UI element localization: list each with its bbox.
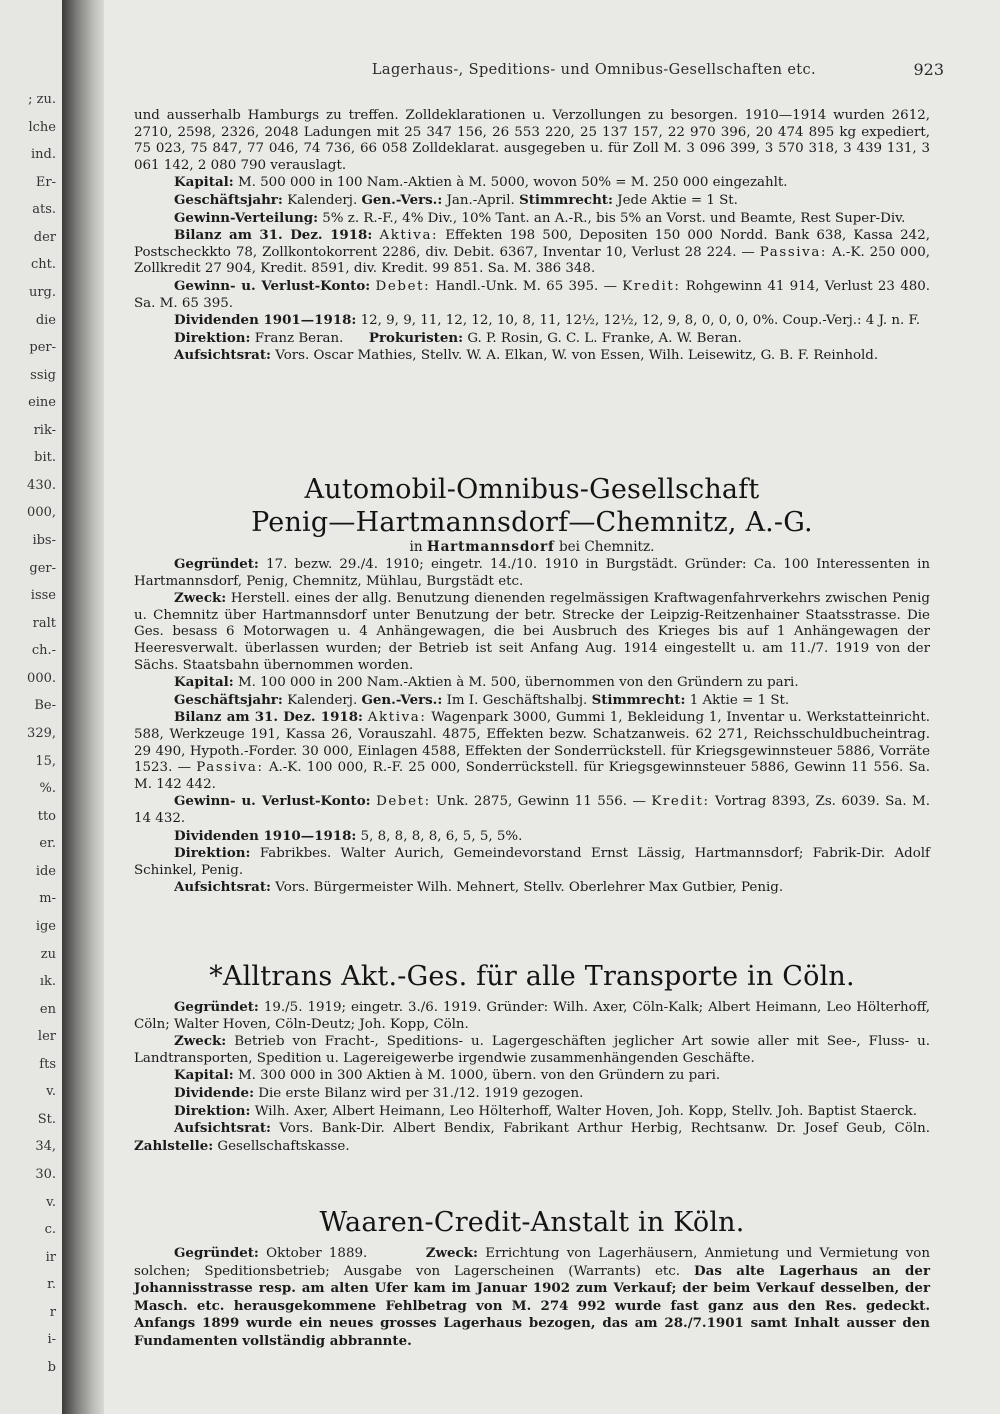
margin-fragment: ralt (32, 616, 56, 631)
entry-automobil-omnibus (134, 473, 930, 897)
intro-paragraph: und ausserhalb Hamburgs zu treffen. Zolldeklarationen u. Verzollungen zu besorgen. 1910—1914 wurden 2612, 2710, 2598, 2326, 2048 Ladungen mit 25 347 156, 26 553 220, 25 137 157, 22 970 396, 20 474 895 kg expediert, 75 023, 75 847, 77 046, 74 736, 66 058 Zolldeklarat. ausgegeben u. für Zoll M. 3 096 399, 3 570 318, 3 439 131, 3 061 142, 2 080 790 verauslagt. (134, 108, 930, 173)
margin-fragment: 30. (35, 1167, 56, 1182)
margin-fragment: ger- (29, 561, 56, 576)
margin-fragment: ibs- (32, 533, 56, 548)
supervisory-board: Aufsichtsrat: Vors. Bürgermeister Wilh. Mehnert, Stellv. Oberlehrer Max Gutbier, Penig. (174, 879, 784, 896)
entry-alltrans (134, 960, 930, 1155)
margin-fragment: ir (45, 1250, 56, 1265)
history-paragraph: Das alte Lagerhaus an der Johannisstrasse resp. am alten Ufer kam im Januar 1902 zum Verkauf; der beim Verkauf desselben, der Masch. etc. herausgekommene Fehlbetrag von M. 274 992 wurde fast ganz aus den Res. gedeckt. Anfangs 1899 wurde ein neues grosses Lagerhaus bezogen, das am 28./7.1901 samt Inhalt ausser den Fundamenten vollständig abbrannte. (134, 1262, 930, 1349)
purpose-line: Zweck: Herstell. eines der allg. Benutzung dienenden regelmässigen Kraftwagenfahrverkehrs zwischen Penig u. Chemnitz über Hartmannsdorf unter Benutzung der betr. Strecke der Leipzig-Reitzenhainer Staatsstrasse. Die Ges. besass 6 Motorwagen u. 4 Anhängewagen, die bei Ausbruch des Krieges bis auf 1 Anhängewagen der Heeresverwalt. überlassen wurden; der Betrieb ist seit Anfang Aug. 1914 eingestellt u. am 11./7. 1919 von der Sächs. Staatsbahn übernommen worden. (134, 590, 930, 673)
margin-fragment: urg. (28, 285, 56, 300)
margin-fragment: 000, (27, 505, 56, 520)
margin-fragment: eine (28, 395, 56, 410)
margin-fragment: cht. (30, 257, 56, 272)
margin-fragment: b (47, 1360, 56, 1375)
capital-line: Kapital: M. 100 000 in 200 Nam.-Aktien à M. 500, übernommen von den Gründern zu pari. (174, 674, 799, 691)
margin-fragment: c. (44, 1222, 56, 1237)
founded-line: Gegründet: 17. bezw. 29./4. 1910; eingetr. 14./10. 1910 in Burgstädt. Gründer: Ca. 100 Interessenten in Hartmannsdorf, Penig, Chemnitz, Mühlau, Burgstädt etc. (134, 556, 930, 589)
management-line: Direktion: Fabrikbes. Walter Aurich, Gemeindevorstand Ernst Lässig, Hartmannsdorf; Fabrik-Dir. Adolf Schinkel, Penig. (134, 845, 930, 878)
profit-loss-account: Gewinn- u. Verlust-Konto: Debet: Unk. 2875, Gewinn 11 556. — Kredit: Vortrag 8393, Zs. 6039. Sa. M. 14 432. (134, 793, 930, 826)
margin-fragment: der (33, 230, 56, 245)
margin-fragment: fts (39, 1057, 56, 1072)
margin-fragment: v. (46, 1195, 56, 1210)
margin-fragment: r. (47, 1277, 56, 1292)
dividend-line: Dividende: Die erste Bilanz wird per 31./12. 1919 gezogen. (174, 1084, 584, 1101)
company-title-line2: Penig—Hartmannsdorf—Chemnitz, A.-G. (251, 507, 813, 538)
dividends-line: Dividenden 1901—1918: 12, 9, 9, 11, 12, 12, 10, 8, 11, 12½, 12½, 12, 9, 8, 0, 0, 0, 0%. Coup.-Verj.: 4 J. n. F. (174, 312, 921, 329)
entry-continuation (134, 108, 930, 365)
profit-loss-account: Gewinn- u. Verlust-Konto: Debet: Handl.-Unk. M. 65 395. — Kredit: Rohgewinn 41 914, Verlust 23 480. Sa. M. 65 395. (134, 277, 931, 311)
margin-fragment: 000. (27, 671, 56, 686)
margin-fragment: ık. (39, 974, 56, 989)
management-line: Direktion: Wilh. Axer, Albert Heimann, Leo Hölterhoff, Walter Hoven, Joh. Kopp, Stellv. Joh. Baptist Staerck. (174, 1102, 917, 1119)
supervisory-board: Aufsichtsrat: Vors. Oscar Mathies, Stellv. W. A. Elkan, W. von Essen, Wilh. Leisewitz, G. B. F. Reinhold. (174, 347, 879, 364)
capital-line: Kapital: M. 300 000 in 300 Aktien à M. 1000, übern. von den Gründern zu pari. (174, 1067, 721, 1084)
margin-fragment: tto (37, 809, 56, 824)
fiscal-year-line: Geschäftsjahr: Kalenderj. Gen.-Vers.: Im I. Geschäftshalbj. Stimmrecht: 1 Aktie = 1 St. (174, 691, 790, 708)
profit-distribution: Gewinn-Verteilung: 5% z. R.-F., 4% Div., 10% Tant. an A.-R., bis 5% an Vorst. und Beamte, Rest Super-Div. (174, 209, 906, 226)
margin-fragment: ige (35, 919, 56, 934)
balance-sheet: Bilanz am 31. Dez. 1918: Aktiva: Effekten 198 500, Depositen 150 000 Nordd. Bank 638, Kassa 242, Postscheckkto 78, Zollkontokorrent 2286, div. Debit. 6367, Inventar 10, Verlust 28 224. — Passiva: A.-K. 250 000, Zollkredit 27 904, Kredit. 8591, div. Kredit. 99 851. Sa. M. 386 348. (134, 227, 930, 277)
margin-fragment: ; zu. (28, 92, 56, 107)
company-title: Automobil-Omnibus-Gesellschaft (304, 474, 760, 505)
margin-fragment: %. (39, 781, 56, 796)
margin-fragment: ats. (32, 202, 56, 217)
supervisory-board: Aufsichtsrat: Vors. Bank-Dir. Albert Bendix, Fabrikant Arthur Herbig, Rechtsanw. Dr. Josef Geub, Cöln. Zahlstelle: Gesellschaftskasse. (134, 1120, 930, 1154)
company-location: in Hartmannsdorf bei Chemnitz. (409, 539, 655, 555)
margin-fragment: Be- (34, 698, 56, 713)
dividends-line: Dividenden 1910—1918: 5, 8, 8, 8, 8, 6, 5, 5, 5%. (174, 827, 523, 844)
facing-page-margin (0, 0, 62, 1414)
margin-fragment: isse (30, 588, 56, 603)
founded-purpose-line: Gegründet: Oktober 1889. Zweck: Errichtung von Lagerhäusern, Anmietung und Vermietung von solchen; Speditionsbetrieb; Ausgabe von Lagerscheinen (Warrants) etc. Das alte Lagerhaus an der Johannisstrasse resp. am alten Ufer kam im Januar 1902 zum Verkauf; der beim Verkauf desselben, der Masch. etc. herausgekommene Fehlbetrag von M. 274 992 wurde fast ganz aus den Res. gedeckt. Anfangs 1899 wurde ein neues grosses Lagerhaus bezogen, das am 28./7.1901 samt Inhalt ausser den Fundamenten vollständig abbrannte. (134, 1245, 930, 1349)
purpose-line: Zweck: Betrieb von Fracht-, Speditions- u. Lagergeschäften jeglicher Art sowie aller mit See-, Fluss- u. Landtransporten, Spedition u. Lagereigewerbe irgendwie zusammenhängenden Geschäfte. (134, 1033, 930, 1066)
margin-fragment: St. (37, 1112, 56, 1127)
margin-fragment: 34, (35, 1139, 56, 1154)
margin-fragment: ide (35, 864, 56, 879)
margin-fragment: i- (47, 1332, 56, 1347)
document-page (104, 0, 1000, 1414)
company-title: Waaren-Credit-Anstalt in Köln. (319, 1207, 745, 1238)
founded-line: Gegründet: 19./5. 1919; eingetr. 3./6. 1919. Gründer: Wilh. Axer, Cöln-Kalk; Albert Heimann, Leo Hölterhoff, Cöln; Walter Hoven, Cöln-Deutz; Joh. Kopp, Cöln. (134, 999, 930, 1032)
capital-line: Kapital: M. 500 000 in 100 Nam.-Aktien à M. 5000, wovon 50% = M. 250 000 eingezahlt. (174, 174, 788, 191)
margin-fragment: 15, (35, 754, 56, 769)
margin-fragment: lche (28, 120, 56, 135)
margin-fragment: rik- (33, 423, 56, 438)
running-head: Lagerhaus-, Speditions- und Omnibus-Gesellschaften etc. (371, 62, 817, 78)
margin-fragment: ch.- (31, 643, 56, 658)
margin-fragment: Er- (35, 175, 56, 190)
margin-fragment: 329, (27, 726, 56, 741)
margin-fragment: per- (29, 340, 56, 355)
margin-fragment: 430. (27, 478, 56, 493)
margin-fragment: v. (46, 1084, 56, 1099)
margin-fragment: ler (37, 1029, 56, 1044)
management-line: Direktion: Franz Beran. Prokuristen: G. P. Rosin, G. C. L. Franke, A. W. Beran. (174, 329, 742, 346)
margin-fragment: bit. (34, 450, 56, 465)
margin-fragment: en (39, 1002, 56, 1017)
page-number: 923 (913, 60, 944, 79)
margin-fragment: er. (39, 836, 56, 851)
fiscal-year-line: Geschäftsjahr: Kalenderj. Gen.-Vers.: Jan.-April. Stimmrecht: Jede Aktie = 1 St. (174, 191, 738, 208)
margin-fragment: die (35, 313, 56, 328)
balance-sheet: Bilanz am 31. Dez. 1918: Aktiva: Wagenpark 3000, Gummi 1, Bekleidung 1, Inventar u. Werkstatteinricht. 588, Werkzeuge 191, Kassa 26, Vorauszahl. 4875, Effekten bezw. Schatzanweis. 62 271, Reichsschuldbucheintrag. 29 490, Hypoth.-Forder. 30 000, Einlagen 4588, Effekten der Sonderrückstell. für Kriegsgewinnsteuer 5886, Vorräte 1523. — Passiva: A.-K. 100 000, R.-F. 25 000, Sonderrückstell. für Kriegsgewinnsteuer 5886, Gewinn 11 556. Sa. M. 142 442. (134, 709, 930, 792)
company-title: *Alltrans Akt.-Ges. für alle Transporte in Cöln. (209, 961, 855, 992)
margin-fragment: r (49, 1305, 56, 1320)
margin-fragment: m- (39, 891, 56, 906)
margin-fragment: ssig (30, 368, 56, 383)
margin-fragment: zu (40, 947, 56, 962)
book-gutter (62, 0, 104, 1414)
entry-waaren-credit-anstalt (134, 1206, 930, 1351)
margin-fragment: ind. (31, 147, 56, 162)
